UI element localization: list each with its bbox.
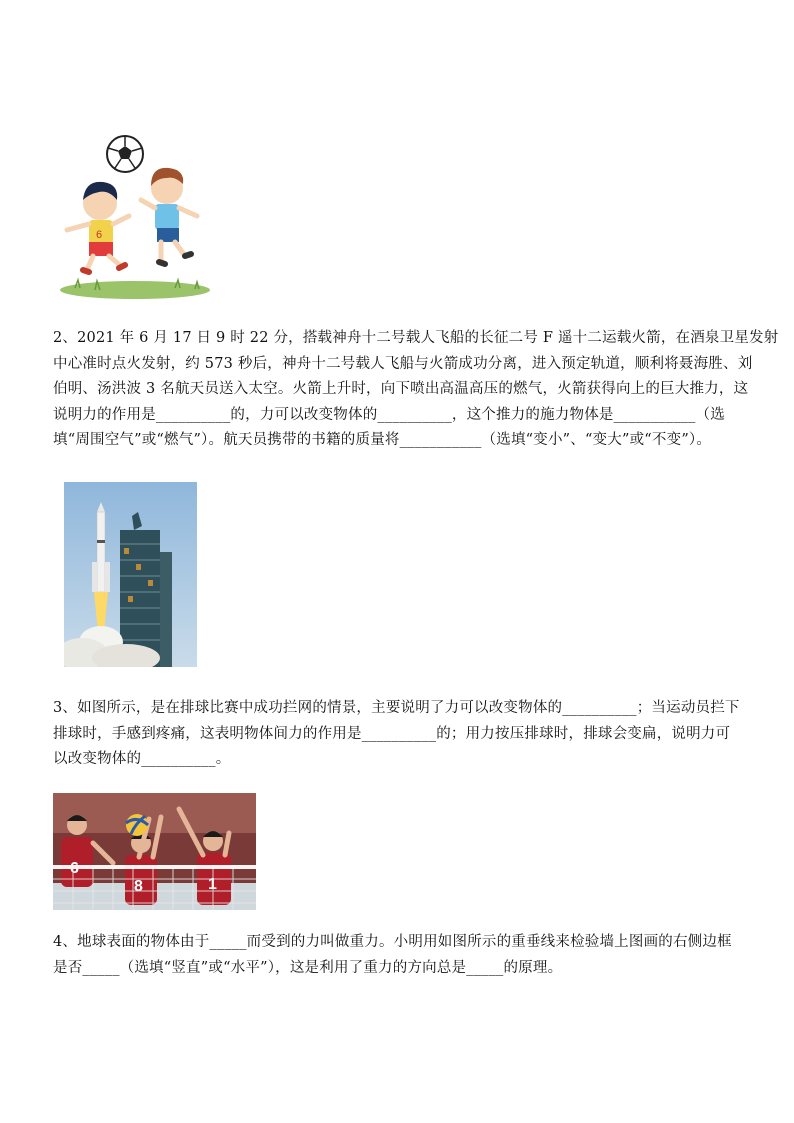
volleyball-jersey-number: 8: [134, 878, 143, 895]
question-4: [53, 930, 753, 981]
question-3-line: 以改变物体的__________。: [53, 751, 231, 767]
question-4-line: 是否_____（选填“竖直”或“水平”），这是利用了重力的方向总是_____的原理。: [53, 959, 563, 976]
soccer-jersey-number: 6: [96, 229, 103, 241]
question-2-line: 2、2021 年 6 月 17 日 9 时 22 分，搭载神舟十二号载人飞船的长征二号 F 遥十二运载火箭，在酒泉卫星发射: [53, 330, 779, 346]
volleyball-jersey-number: 1: [208, 876, 217, 893]
question-2-line: 说明力的作用是__________的，力可以改变物体的__________，这个推力的施力物体是___________（选: [53, 406, 725, 423]
question-2: [53, 326, 779, 454]
volleyball-block-photo: [53, 793, 256, 910]
question-2-line: 伯明、汤洪波 3 名航天员送入太空。火箭上升时，向下喷出高温高压的燃气，火箭获得向上的巨大推力，这: [53, 381, 749, 397]
question-2-line: 填“周围空气”或“燃气”）。航天员携带的书籍的质量将___________（选填“变小”、“变大”或“不变”）。: [53, 432, 712, 448]
soccer-illustration: [55, 128, 215, 300]
question-3-line: 3、如图所示，是在排球比赛中成功拦网的情景，主要说明了力可以改变物体的__________；当运动员拦下: [53, 700, 740, 716]
question-4-line: 4、地球表面的物体由于_____而受到的力叫做重力。小明用如图所示的重垂线来检验墙上图画的右侧边框: [53, 934, 732, 950]
question-3-line: 排球时，手感到疼痛，这表明物体间力的作用是__________的；用力按压排球时，排球会变扁，说明力可: [53, 725, 731, 742]
question-3: [53, 696, 753, 773]
rocket-launch-photo: [64, 482, 197, 667]
question-2-line: 中心准时点火发射，约 573 秒后，神舟十二号载人飞船与火箭成功分离，进入预定轨道，顺利将聂海胜、刘: [53, 355, 753, 372]
